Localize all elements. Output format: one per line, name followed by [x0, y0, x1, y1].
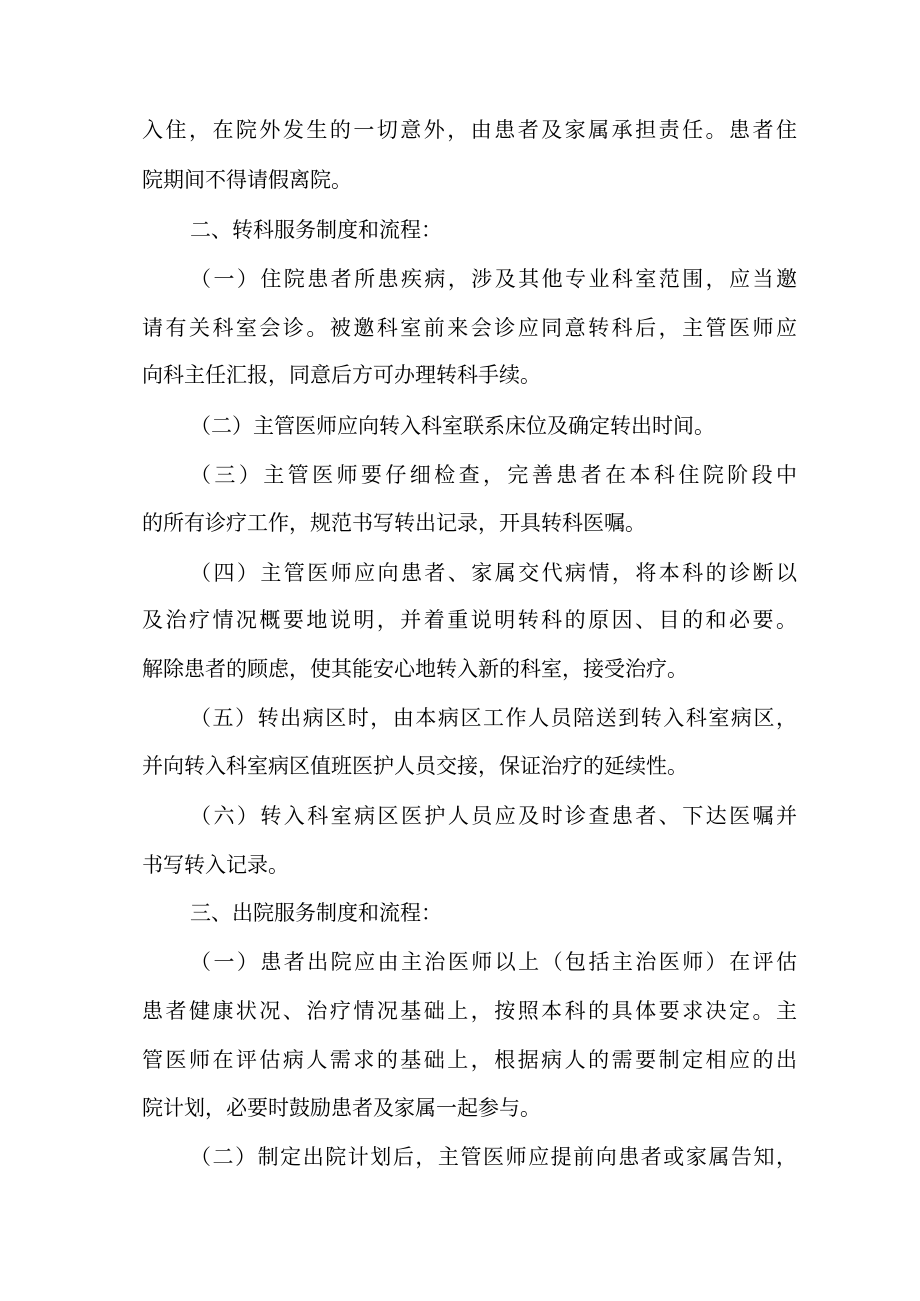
text-line: 请有关科室会诊。被邀科室前来会诊应同意转科后，主管医师应 [142, 316, 797, 340]
text-line: （五）转出病区时，由本病区工作人员陪送到转入科室病区， [190, 706, 797, 730]
text-line: 院计划，必要时鼓励患者及家属一起参与。 [142, 1096, 541, 1120]
text-line: （三）主管医师要仔细检查，完善患者在本科住院阶段中 [190, 463, 797, 487]
text-line: 解除患者的顾虑，使其能安心地转入新的科室，接受治疗。 [142, 657, 688, 681]
text-line: 的所有诊疗工作，规范书写转出记录，开具转科医嘱。 [142, 511, 646, 535]
text-line: 管医师在评估病人需求的基础上，根据病人的需要制定相应的出 [142, 1048, 797, 1072]
text-line: （二）制定出院计划后，主管医师应提前向患者或家属告知， [190, 1145, 797, 1169]
text-line: （二）主管医师应向转入科室联系床位及确定转出时间。 [190, 414, 715, 438]
text-line: 患者健康状况、治疗情况基础上，按照本科的具体要求决定。主 [142, 999, 797, 1023]
text-line: 并向转入科室病区值班医护人员交接，保证治疗的延续性。 [142, 754, 688, 778]
section-heading: 三、出院服务制度和流程： [190, 901, 442, 925]
text-line: 书写转入记录。 [142, 853, 289, 877]
section-heading: 二、转科服务制度和流程： [190, 218, 442, 242]
text-line: 向科主任汇报，同意后方可办理转科手续。 [142, 363, 541, 387]
text-line: （六）转入科室病区医护人员应及时诊查患者、下达医嘱并 [190, 804, 797, 828]
text-line: （一）患者出院应由主治医师以上（包括主治医师）在评估 [190, 950, 797, 974]
text-line: （四）主管医师应向患者、家属交代病情，将本科的诊断以 [190, 561, 797, 585]
text-line: 入住，在院外发生的一切意外，由患者及家属承担责任。患者住 [142, 118, 797, 142]
text-line: 及治疗情况概要地说明，并着重说明转科的原因、目的和必要。 [142, 608, 797, 632]
text-line: 院期间不得请假离院。 [142, 168, 352, 192]
text-line: （一）住院患者所患疾病，涉及其他专业科室范围，应当邀 [190, 267, 797, 291]
